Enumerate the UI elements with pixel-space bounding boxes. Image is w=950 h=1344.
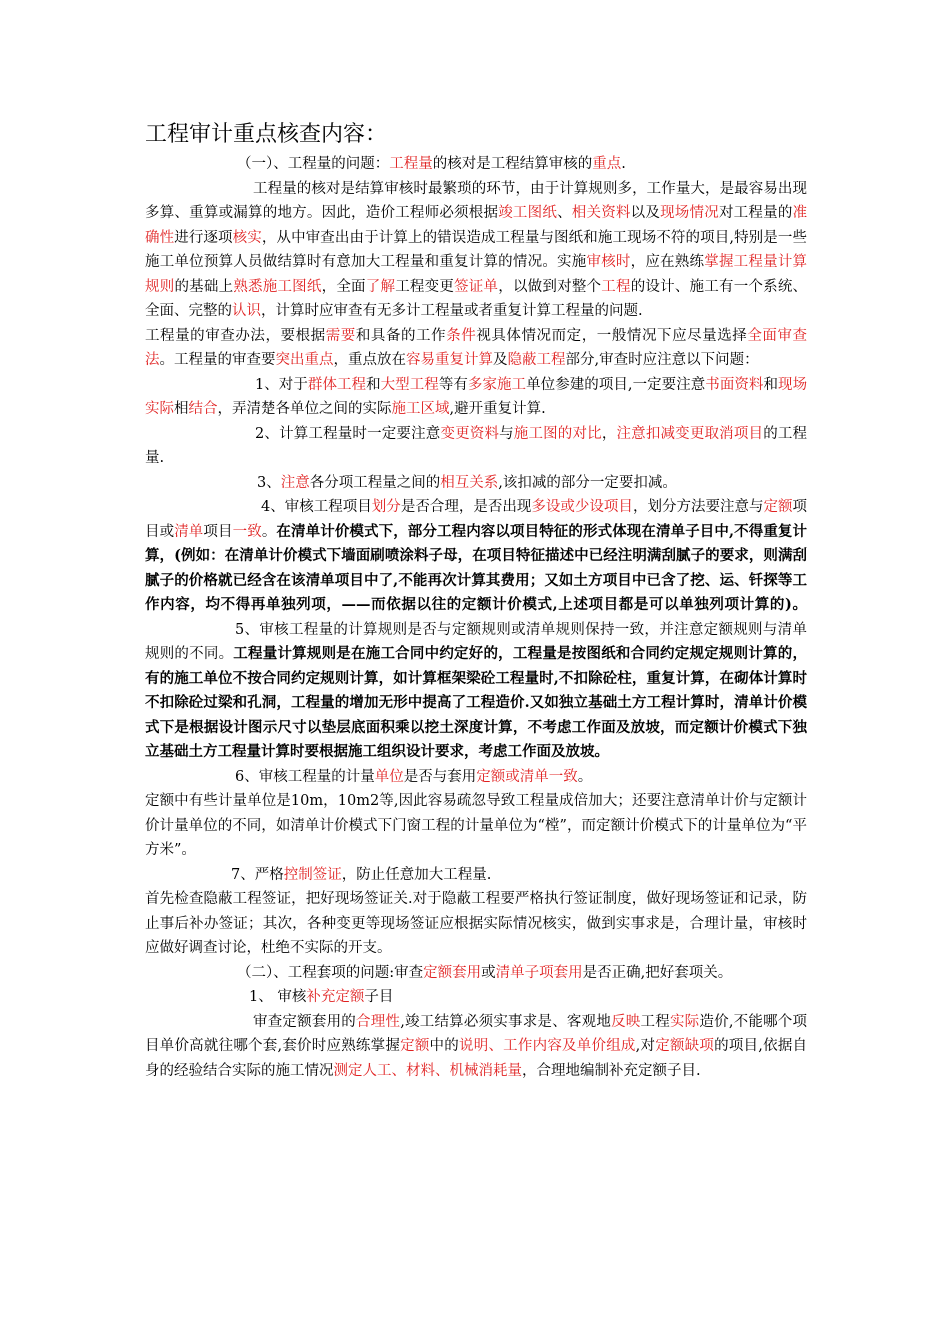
paragraph-visa-check: 首先检查隐蔽工程签证，把好现场签证关.对于隐蔽工程要严格执行签证制度，做好现场签证和记录，防止事后补办签证；其次，各种变更等现场签证应根据实际情况核实，做到实事求是，合理计量，审核时应做好调查讨论，杜绝不实际的开支。 xyxy=(145,891,807,956)
list-item-3: 3、注意各分项工程量之间的相互关系,该扣减的部分一定要扣减。 xyxy=(257,474,677,491)
list-item-1: 1、对于群体工程和大型工程等有多家施工单位参建的项目,一定要注意书面资料和现场实际相结合，弄清楚各单位之间的实际施工区域,避开重复计算. xyxy=(145,376,808,417)
paragraph-quantity-review: 工程量的核对是结算审核时最繁琐的环节，由于计算规则多，工作量大，是最容易出现多算、重算或漏算的地方。因此，造价工程师必须根据竣工图纸、相关资料以及现场情况对工程量的准确性进行逐项核实，从中审查出由于计算上的错误造成工程量与图纸和施工现场不符的项目,特别是一些施工单位预算人员做结算时有意加大工程量和重复计算的情况。实施审核时，应在熟练掌握工程量计算规则的基础上熟悉施工图纸，全面了解工程变更签证单，以做到对整个工程的设计、施工有一个系统、全面、完整的认识，计算时应审查有无多计工程量或者重复计算工程量的问题. xyxy=(145,180,808,319)
section-1-heading: （一）、工程量的问题：工程量的核对是工程结算审核的重点. xyxy=(237,156,626,172)
list-item-5-lead: 5、审核工程量的计算规则是否与定额规则或清单规则保持一致，并注意定额规则与清单规则的不同。 xyxy=(145,621,807,662)
section-2-heading: （二）、工程套项的问题:审查定额套用或清单子项套用是否正确,把好套项关。 xyxy=(237,964,733,981)
list-item-4: 4、审核工程项目划分是否合理，是否出现多设或少设项目，划分方法要注意与定额项目或清单项目一致。在清单计价模式下，部分工程内容以项目特征的形式体现在清单子目中,不得重复计算，(例如：在清单计价模式下墙面刷喷涂料子母，在项目特征描述中已经注明满刮腻子的要求，则满刮腻子的价格就已经含在该清单项目中了,不能再次计算其费用；又如土方项目中已含了挖、运、钎探等工作内容，均不得再单独列项，——而依据以往的定额计价模式,上述项目都是可以单独列项计算的)。5、审核工程量的计算规则是否与定额规则或清单规则保持一致，并注意定额规则与清单规则的不同。工程量计算规则是在施工合同中约定好的，工程量是按图纸和合同约定规定规则计算的，有的施工单位不按合同约定规则计算，如计算框架梁砼工程量时,不扣除砼柱，重复计算，在砌体计算时不扣除砼过梁和孔洞，工程量的增加无形中提高了工程造价.又如独立基础土方工程计算时，清单计价模式下是根据设计图示尺寸以垫层底面积乘以挖土深度计算，不考虑工作面及放坡，而定额计价模式下独立基础土方工程量计算时要根据施工组织设计要求，考虑工作面及放坡。 xyxy=(145,499,808,760)
paragraph-review-method: 工程量的审查办法，要根据需要和具备的工作条件视具体情况而定，一般情况下应尽量选择全面审查法。工程量的审查要突出重点，重点放在容易重复计算及隐蔽工程部分,审查时应注意以下问题： xyxy=(145,327,808,368)
document-page xyxy=(145,120,807,1083)
paragraph-unit-note: 定额中有些计量单位是10m，10m2等,因此容易疏忽导致工程量成倍加大；还要注意清单计价与定额计价计量单位的不同，如清单计价模式下门窗工程的计量单位为“樘”，而定额计价模式下的计量单位为“平方米”。 xyxy=(145,793,807,858)
list-item-2: 2、计算工程量时一定要注意变更资料与施工图的对比，注意扣减变更取消项目的工程量. xyxy=(145,425,808,466)
paragraph-quota-review: 审查定额套用的合理性,竣工结算必须实事求是、客观地反映工程实际造价,不能哪个项目单价高就往哪个套,套价时应熟练掌握定额中的说明、工作内容及单价组成,对定额缺项的项目,依据自身的经验结合实际的施工情况测定人工、材料、机械消耗量，合理地编制补充定额子目. xyxy=(145,1013,808,1079)
page-title: 工程审计重点核查内容： xyxy=(145,122,388,147)
list-item-7: 7、严格控制签证，防止任意加大工程量. xyxy=(231,866,492,883)
section-2-item-1: 1、 审核补充定额子目 xyxy=(249,989,394,1005)
list-item-6: 6、审核工程量的计量单位是否与套用定额或清单一致。 xyxy=(235,768,593,785)
